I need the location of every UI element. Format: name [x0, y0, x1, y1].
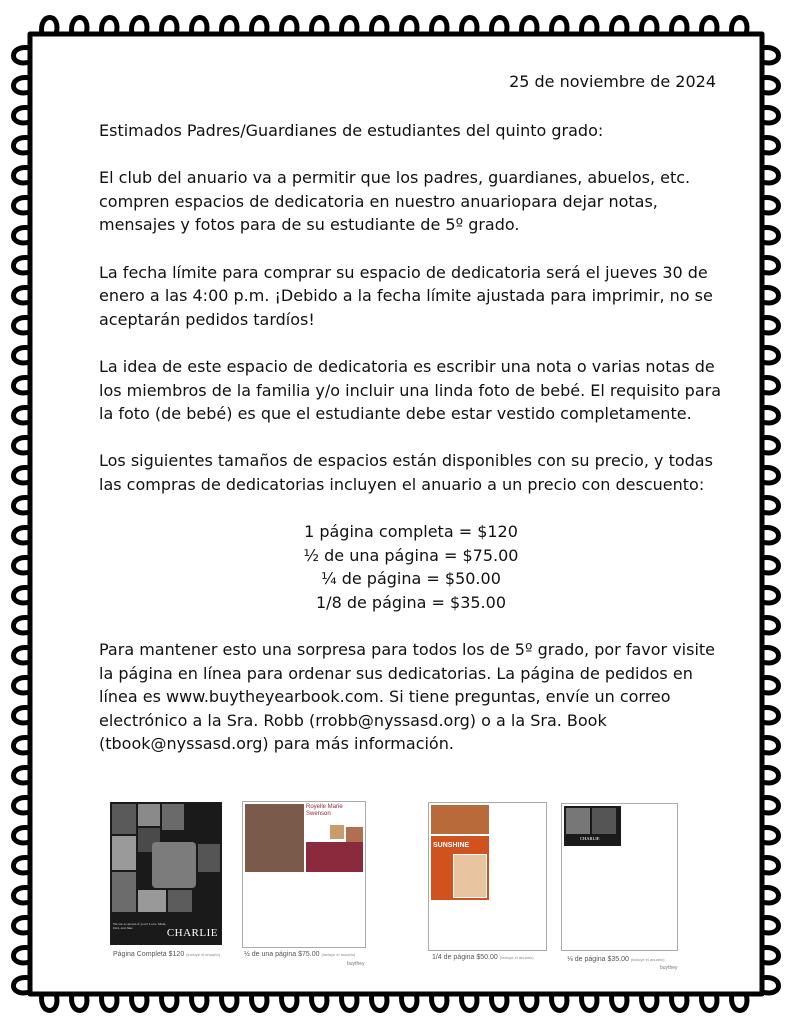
- brand-mark-half: buythey: [347, 961, 365, 967]
- caption-quarter-page: 1/4 de página $50.00 (incluye el anuario): [432, 954, 534, 961]
- paragraph-intro: El club del anuario va a permitir que los padres, guardianes, abuelos, etc. compren espacios de dedicatoria en nuestro anuariopara dejar notas, mensajes y fotos para de su estudiante de 5º grado.: [99, 168, 691, 235]
- paragraph-idea: La idea de este espacio de dedicatoria es escribir una nota o varias notas de los miembros de la familia y/o incluir una linda foto de bebé. El requisito para la foto (de bebé) es que el estudiante debe estar vestido completamente.: [99, 356, 721, 424]
- price-eighth-page: 1/8 de página = $35.00: [316, 592, 506, 612]
- eighth-panel: [564, 806, 621, 846]
- photo-collage: [112, 804, 220, 912]
- price-list: [99, 520, 723, 614]
- price-half-page: ½ de una página = $75.00: [303, 545, 519, 565]
- sample-eighth-page: [561, 803, 678, 951]
- price-quarter-page: ¼ de página = $50.00: [321, 569, 501, 589]
- greeting: Estimados Padres/Guardianes de estudiantes del quinto grado:: [99, 121, 604, 140]
- small-photo-1: [330, 825, 344, 839]
- caption-full-page: Página Completa $120 (incluye el anuario): [113, 951, 220, 958]
- portrait-photo: [245, 804, 304, 872]
- quarter-photo-top: [431, 805, 489, 834]
- sample-quarter-page: [428, 802, 547, 951]
- message-band: [306, 842, 363, 872]
- half-page-title: Royelle Marie Swenson: [306, 804, 343, 817]
- eighth-page-title: CHARLIE: [580, 836, 600, 841]
- quarter-panel: [431, 836, 489, 900]
- caption-eighth-page: ⅛ de página $35.00 (incluye el anuario): [567, 956, 665, 963]
- price-full-page: 1 página completa = $120: [304, 522, 518, 542]
- letter-date: 25 de noviembre de 2024: [509, 72, 716, 91]
- sample-full-page: [110, 802, 222, 945]
- brand-mark-eighth: buythey: [660, 965, 678, 971]
- full-page-title: CHARLIE: [166, 927, 218, 939]
- caption-half-page: ½ de una página $75.00 (incluye el anuario): [244, 951, 356, 958]
- paragraph-ordering: Para mantener esto una sorpresa para todos los de 5º grado, por favor visite la página en línea para ordenar sus dedicatorias. La página de pedidos en línea es www.buytheyearbook.com. Si tiene preguntas, envíe un correo electrónico a la Sra. Robb (rrobb@nyssasd.org) o a la Sra. Book (tbook@nyssasd.org) para más información.: [99, 640, 715, 754]
- quarter-page-title: SUNSHINE: [433, 842, 470, 849]
- small-photo-2: [346, 827, 363, 843]
- paragraph-sizes: Los siguientes tamaños de espacios están disponibles con su precio, y todas las compras de dedicatorias incluyen el anuario a un precio con descuento:: [99, 451, 713, 494]
- full-page-quote: We are so proud of you!! Love, Mom, Dad, and Jake: [113, 922, 167, 930]
- sample-half-page: [242, 801, 366, 948]
- paragraph-deadline: La fecha límite para comprar su espacio de dedicatoria será el jueves 30 de enero a las 4:00 p.m. ¡Debido a la fecha límite ajustada para imprimir, no se aceptarán pedidos tardíos!: [99, 262, 713, 329]
- letter-body: [99, 119, 723, 780]
